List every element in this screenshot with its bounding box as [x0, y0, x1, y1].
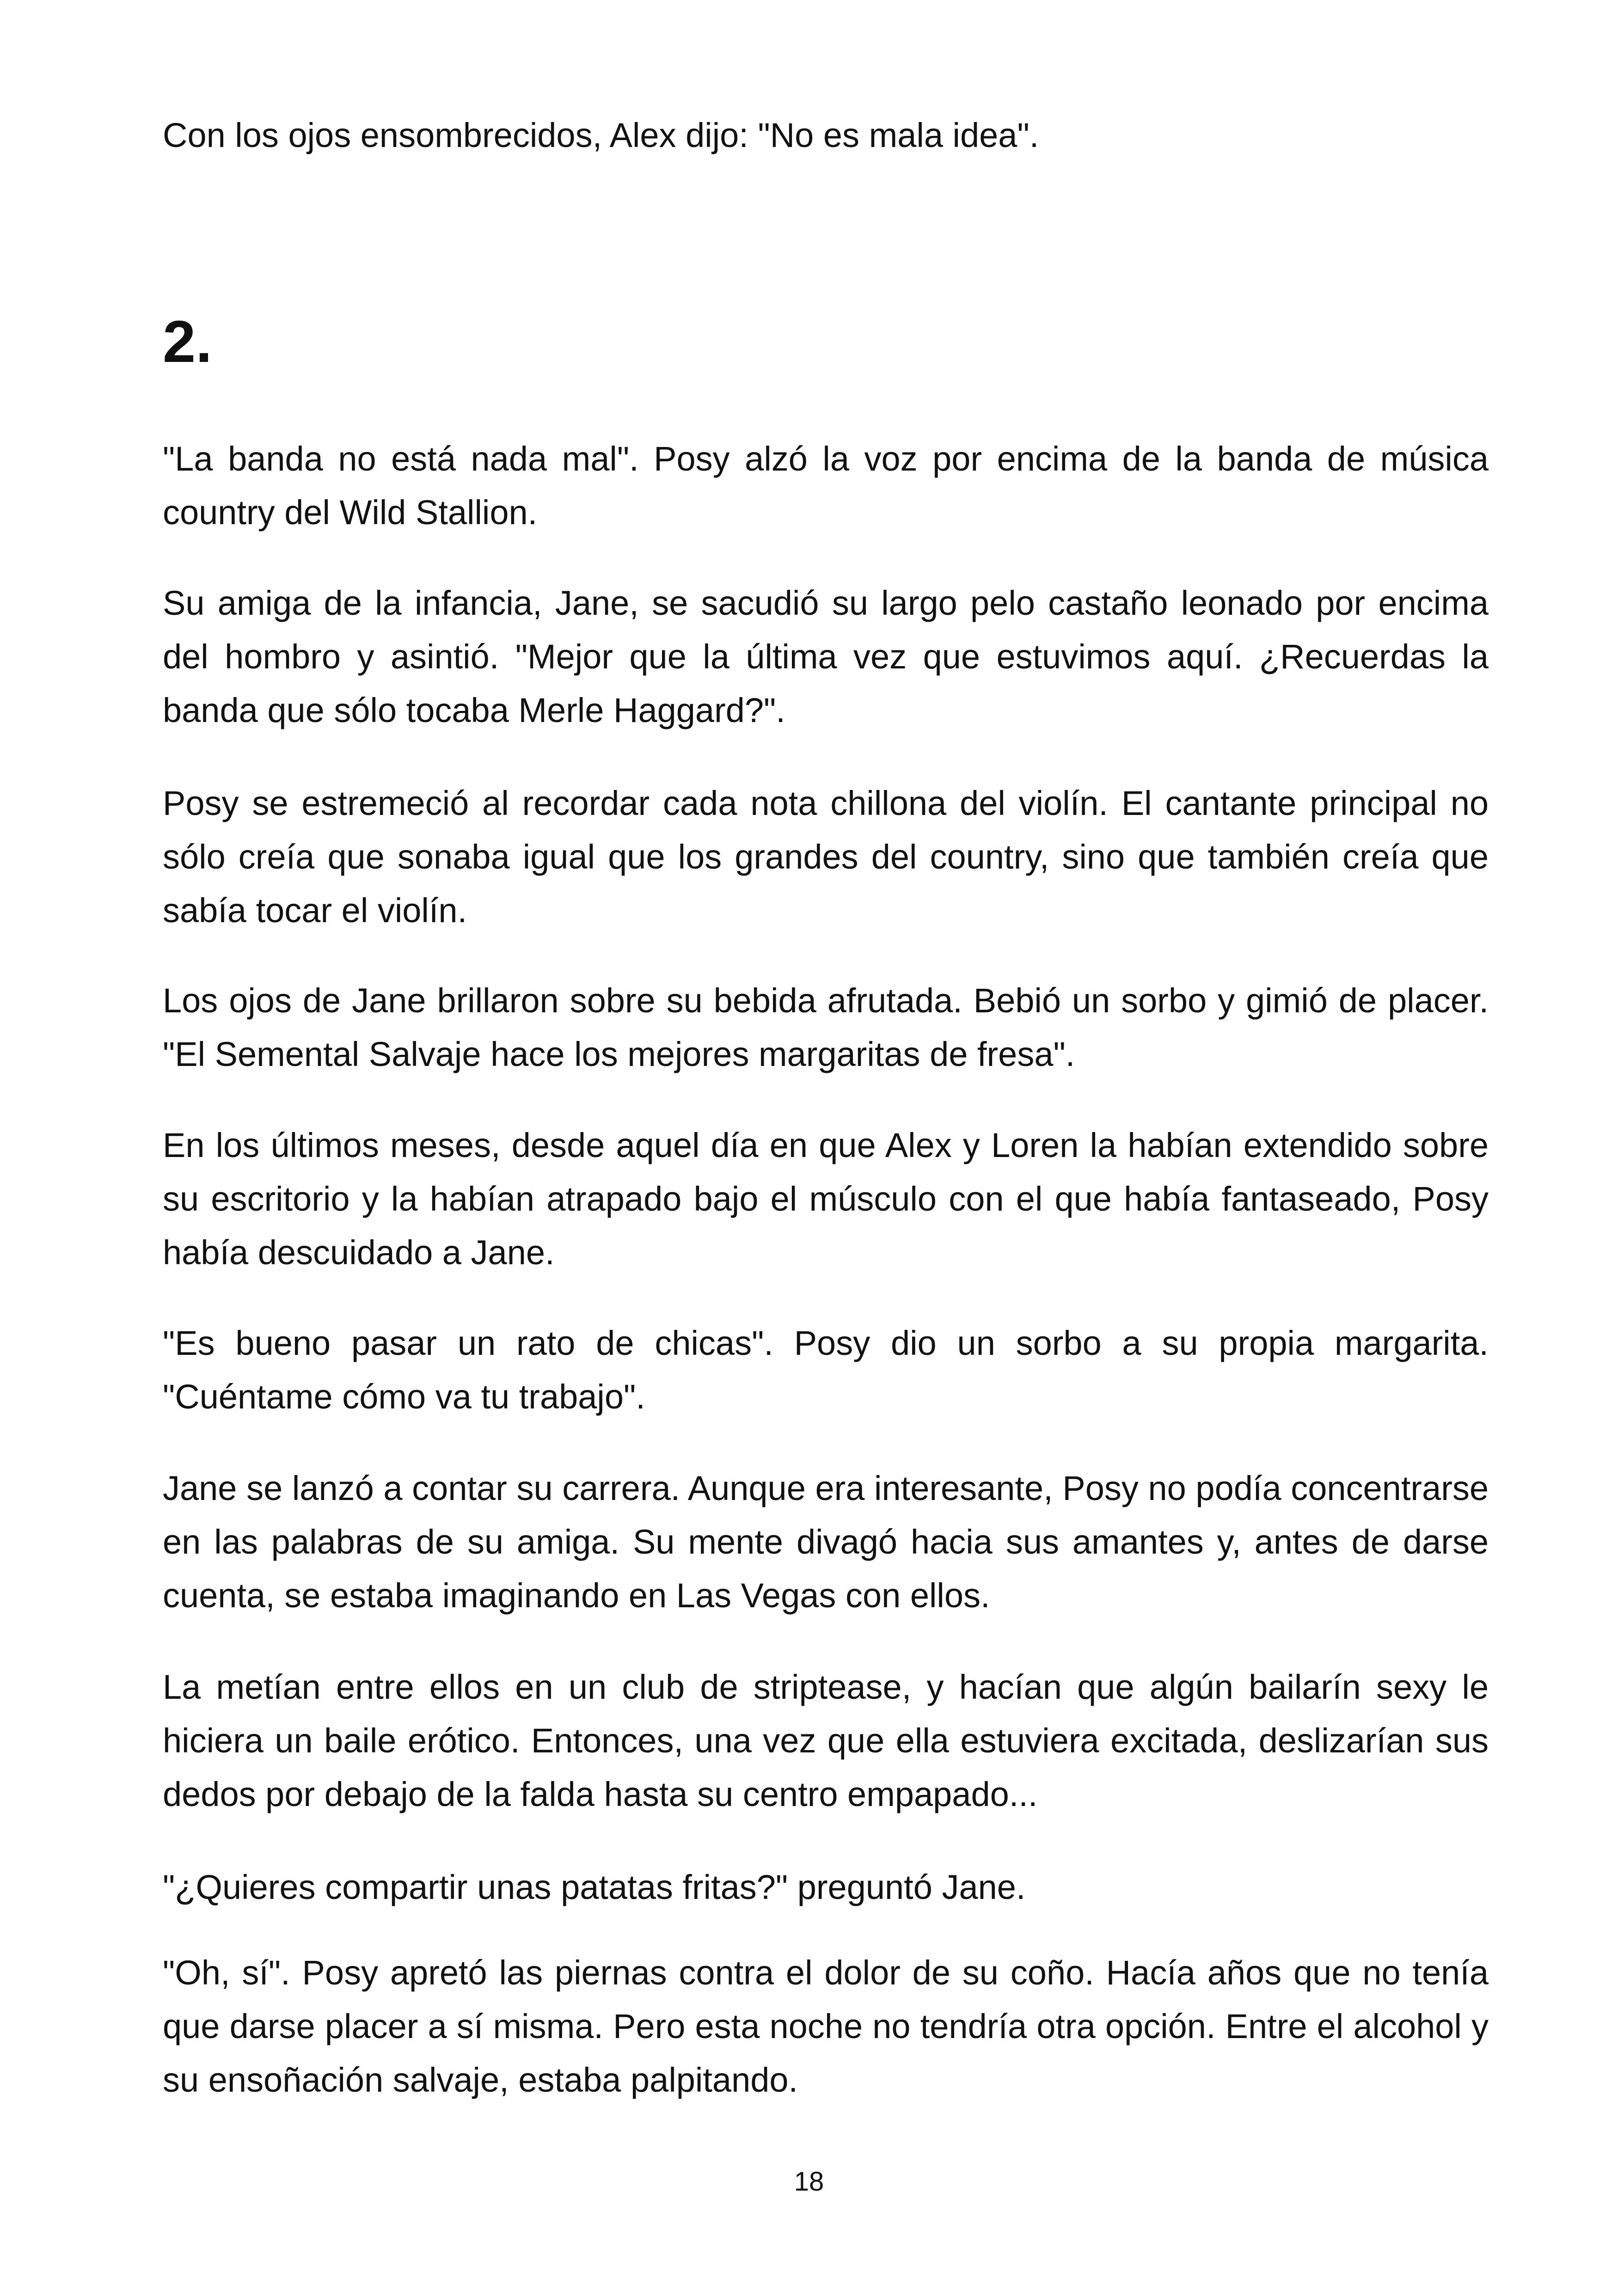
- paragraph-7: Jane se lanzó a contar su carrera. Aunque era interesante, Posy no podía concentrarse en las palabras de su amiga. Su mente divagó hacia sus amantes y, antes de darse cuenta, se estaba imaginando en Las Vegas con ellos.: [163, 1469, 1489, 1615]
- paragraph-2: Su amiga de la infancia, Jane, se sacudió su largo pelo castaño leonado por encima del hombro y asintió. "Mejor que la última vez que estuvimos aquí. ¿Recuerdas la banda que sólo tocaba Merle Haggard?".: [163, 584, 1489, 729]
- chapter-heading: 2.: [163, 309, 212, 375]
- paragraph-4: Los ojos de Jane brillaron sobre su bebida afrutada. Bebió un sorbo y gimió de placer. "El Semental Salvaje hace los mejores margaritas de fresa".: [163, 981, 1489, 1073]
- paragraph-8: La metían entre ellos en un club de striptease, y hacían que algún bailarín sexy le hiciera un baile erótico. Entonces, una vez que ella estuviera excitada, deslizarían sus dedos por debajo de la falda hasta su centro empapado...: [163, 1668, 1489, 1813]
- paragraph-5: En los últimos meses, desde aquel día en que Alex y Loren la habían extendido sobre su escritorio y la habían atrapado bajo el músculo con el que había fantaseado, Posy había descuidado a Jane.: [163, 1126, 1489, 1272]
- paragraph-10: "Oh, sí". Posy apretó las piernas contra el dolor de su coño. Hacía años que no tenía que darse placer a sí misma. Pero esta noche no tendría otra opción. Entre el alcohol y su ensoñación salvaje, estaba palpitando.: [163, 1953, 1489, 2099]
- intro-line: Con los ojos ensombrecidos, Alex dijo: "No es mala idea".: [163, 116, 1039, 154]
- paragraph-9: "¿Quieres compartir unas patatas fritas?" preguntó Jane.: [163, 1868, 1026, 1906]
- paragraph-6: "Es bueno pasar un rato de chicas". Posy dio un sorbo a su propia margarita. "Cuéntame cómo va tu trabajo".: [163, 1324, 1489, 1416]
- paragraph-3: Posy se estremeció al recordar cada nota chillona del violín. El cantante principal no sólo creía que sonaba igual que los grandes del country, sino que también creía que sabía tocar el violín.: [163, 784, 1489, 930]
- paragraph-1: "La banda no está nada mal". Posy alzó la voz por encima de la banda de música country del Wild Stallion.: [163, 440, 1489, 532]
- page-number: 18: [794, 2167, 824, 2197]
